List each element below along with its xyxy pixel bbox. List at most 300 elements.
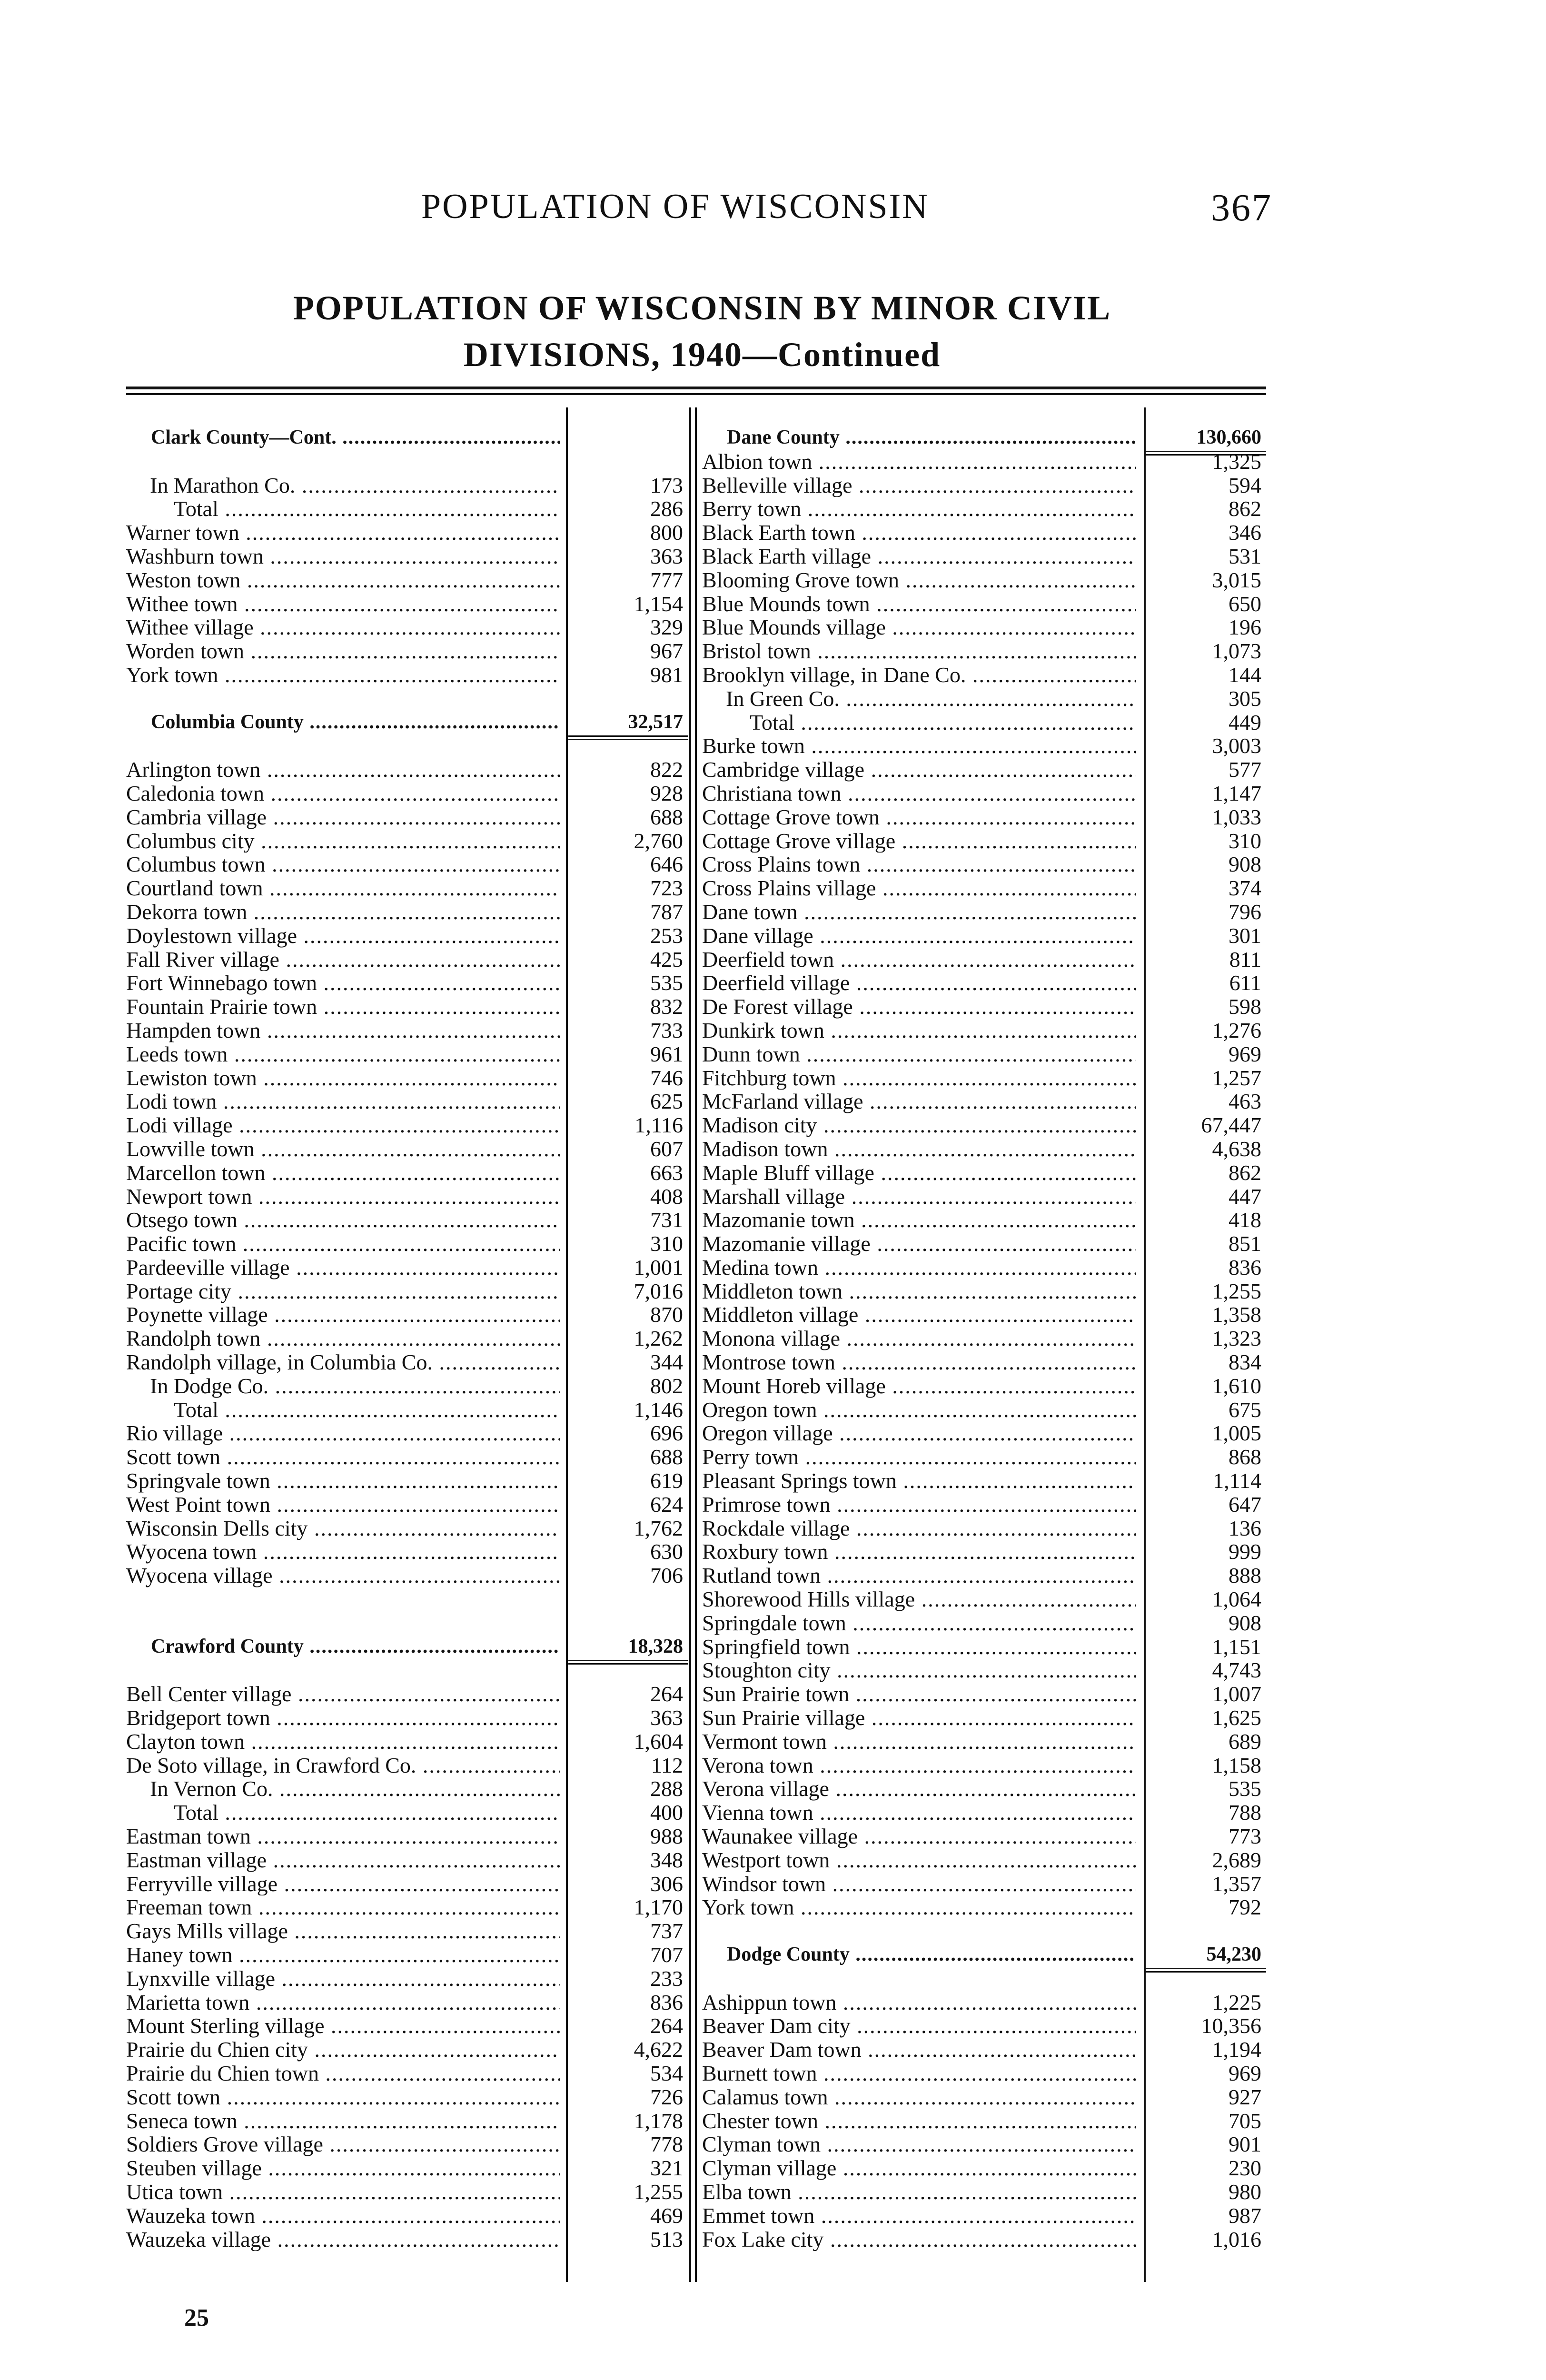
table-row [702, 687, 1266, 711]
table-row [126, 1564, 688, 1587]
county-name: Clark County—Cont. ..... [126, 426, 560, 450]
population-value: 1,016 [1212, 2227, 1261, 2251]
population-value: 832 [650, 994, 683, 1019]
table-row [126, 948, 688, 972]
division-name: Eastman town ..... [126, 1825, 560, 1848]
table-row [702, 758, 1266, 782]
table-row [702, 2228, 1266, 2251]
population-value: 2,689 [1212, 1847, 1261, 1872]
population-value: 675 [1229, 1397, 1261, 1422]
table-row [702, 521, 1266, 545]
division-name: Beaver Dam city ..... [702, 2014, 1136, 2038]
table-row [126, 1730, 688, 1754]
table-row [702, 1706, 1266, 1730]
population-value: 348 [650, 1847, 683, 1872]
division-name: Columbus city ..... [126, 829, 560, 853]
division-name: Courtland town ..... [126, 876, 560, 900]
population-value: 851 [1229, 1231, 1261, 1256]
table-row [126, 1042, 688, 1066]
population-value: 598 [1229, 994, 1261, 1019]
population-value: 888 [1229, 1563, 1261, 1588]
population-value: 1,357 [1212, 1871, 1261, 1896]
population-value: 773 [1229, 1824, 1261, 1849]
table-row [126, 1303, 688, 1327]
division-name: Windsor town ..... [702, 1872, 1136, 1896]
division-name: Dunkirk town ..... [702, 1019, 1136, 1042]
population-value: 1,255 [634, 2179, 683, 2204]
row-spacer [126, 734, 688, 758]
table-row [702, 1872, 1266, 1896]
division-name: Gays Mills village ..... [126, 1919, 560, 1943]
division-name: Oregon town ..... [702, 1398, 1136, 1422]
table-row [702, 1848, 1266, 1872]
division-name: Vienna town ..... [702, 1801, 1136, 1825]
right-column [702, 426, 1266, 2282]
population-value: 811 [1229, 947, 1261, 972]
table-row [126, 1777, 688, 1801]
county-name: Dodge County ..... [702, 1943, 1136, 1967]
table-row [126, 971, 688, 995]
main-title-line-1: POPULATION OF WISCONSIN BY MINOR CIVIL [293, 289, 1111, 327]
population-value: 346 [1229, 520, 1261, 545]
table-row [702, 900, 1266, 924]
division-name: Springdale town ..... [702, 1611, 1136, 1635]
population-value: 1,325 [1212, 449, 1261, 474]
division-name: Lowville town ..... [126, 1137, 560, 1161]
running-head [421, 187, 1272, 234]
total-cell [1144, 426, 1266, 452]
table-row [126, 924, 688, 948]
row-spacer [126, 1587, 688, 1611]
population-value: 534 [650, 2061, 683, 2085]
division-name: Withee town ..... [126, 592, 560, 616]
division-name: Scott town ..... [126, 1445, 560, 1469]
table-row [126, 592, 688, 616]
division-name: Hampden town ..... [126, 1019, 560, 1042]
division-name: Weston town ..... [126, 568, 560, 592]
table-row [702, 1445, 1266, 1469]
division-name: Cambridge village ..... [702, 758, 1136, 782]
table-row [126, 1754, 688, 1777]
population-value: 288 [650, 1776, 683, 1801]
population-value: 3,015 [1212, 567, 1261, 592]
table-row [702, 1611, 1266, 1635]
division-name: Caledonia town ..... [126, 782, 560, 805]
population-value: 1,158 [1212, 1753, 1261, 1777]
population-value: 650 [1229, 591, 1261, 616]
table-row [126, 1232, 688, 1256]
division-name: Worden town ..... [126, 639, 560, 663]
population-value: 329 [650, 615, 683, 640]
population-value: 792 [1229, 1895, 1261, 1920]
table-row [702, 545, 1266, 568]
division-name: Waunakee village ..... [702, 1825, 1136, 1848]
population-value: 1,154 [634, 591, 683, 616]
county-header [126, 426, 688, 450]
division-name: McFarland village ..... [702, 1090, 1136, 1113]
division-name: De Forest village ..... [702, 995, 1136, 1019]
population-value: 1,114 [1213, 1468, 1261, 1493]
division-name: Portage city ..... [126, 1279, 560, 1303]
population-value: 726 [650, 2084, 683, 2109]
population-value: 731 [650, 1208, 683, 1232]
county-total: 32,517 [628, 711, 683, 733]
population-value: 594 [1229, 473, 1261, 497]
population-value: 173 [650, 473, 683, 497]
population-value: 611 [1229, 971, 1261, 995]
population-value: 822 [650, 757, 683, 782]
division-name: Shorewood Hills village ..... [702, 1587, 1136, 1611]
division-name: Freeman town ..... [126, 1895, 560, 1919]
table-row [702, 2180, 1266, 2204]
division-name: Verona village ..... [702, 1777, 1136, 1801]
division-name: Cross Plains town ..... [702, 853, 1136, 876]
population-value: 1,257 [1212, 1065, 1261, 1090]
table-row [126, 663, 688, 687]
population-value: 1,194 [1212, 2037, 1261, 2062]
population-value: 706 [650, 1563, 683, 1588]
division-name: Blue Mounds town ..... [702, 592, 1136, 616]
population-value: 733 [650, 1018, 683, 1042]
table-row [126, 2109, 688, 2133]
population-value: 723 [650, 876, 683, 901]
county-header [126, 1635, 688, 1659]
division-name: Dekorra town ..... [126, 900, 560, 924]
table-row [126, 829, 688, 853]
table-row [702, 2132, 1266, 2156]
row-spacer [126, 450, 688, 474]
table-row [702, 1090, 1266, 1113]
population-value: 607 [650, 1136, 683, 1161]
division-name: Marietta town ..... [126, 1991, 560, 2014]
table-row [126, 2132, 688, 2156]
table-row [702, 1517, 1266, 1540]
table-row [702, 1895, 1266, 1919]
total-cell [568, 1635, 688, 1661]
division-name: Steuben village ..... [126, 2156, 560, 2180]
population-value: 927 [1229, 2084, 1261, 2109]
population-value: 7,016 [634, 1279, 683, 1303]
table-row [702, 1185, 1266, 1209]
division-name: Black Earth town ..... [702, 521, 1136, 545]
division-name: Roxbury town ..... [702, 1540, 1136, 1564]
division-name: Springfield town ..... [702, 1635, 1136, 1659]
population-value: 980 [1229, 2179, 1261, 2204]
population-value: 689 [1229, 1729, 1261, 1754]
table-row [126, 568, 688, 592]
table-row [702, 2062, 1266, 2085]
table-row [126, 853, 688, 876]
table-row [126, 900, 688, 924]
table-row [702, 1587, 1266, 1611]
population-value: 230 [1229, 2156, 1261, 2181]
division-name: Rutland town ..... [702, 1564, 1136, 1587]
table-row [702, 1469, 1266, 1493]
population-value: 301 [1229, 923, 1261, 948]
division-name: Monona village ..... [702, 1327, 1136, 1350]
population-value: 363 [650, 544, 683, 568]
population-value: 196 [1229, 615, 1261, 640]
division-name: Leeds town ..... [126, 1042, 560, 1066]
table-row [702, 474, 1266, 497]
population-value: 1,276 [1212, 1018, 1261, 1042]
division-name: Brooklyn village, in Dane Co. ..... [702, 663, 1136, 687]
division-name: Bristol town ..... [702, 639, 1136, 663]
table-row [702, 1421, 1266, 1445]
table-row [126, 1421, 688, 1445]
table-top-rule-inner [126, 393, 1266, 395]
population-value: 425 [650, 947, 683, 972]
row-spacer [126, 1658, 688, 1682]
division-name: Emmet town ..... [702, 2204, 1136, 2228]
population-value: 862 [1229, 1160, 1261, 1185]
table-row [126, 1469, 688, 1493]
population-value: 1,146 [634, 1397, 683, 1422]
table-row [702, 995, 1266, 1019]
population-value: 1,073 [1212, 639, 1261, 664]
table-row [702, 805, 1266, 829]
left-column [126, 426, 688, 2282]
population-value: 4,622 [634, 2037, 683, 2062]
population-value: 688 [650, 1445, 683, 1469]
population-value: 286 [650, 496, 683, 521]
division-name: Scott town ..... [126, 2085, 560, 2109]
population-value: 688 [650, 804, 683, 829]
division-name: York town ..... [702, 1895, 1136, 1919]
population-value: 999 [1229, 1539, 1261, 1564]
division-name: Randolph village, in Columbia Co. ..... [126, 1350, 560, 1374]
table-row [702, 568, 1266, 592]
table-row [126, 2062, 688, 2085]
division-name: In Vernon Co. ..... [126, 1777, 560, 1801]
table-row [126, 1445, 688, 1469]
population-value: 870 [650, 1302, 683, 1327]
table-row [126, 1398, 688, 1422]
population-value: 513 [650, 2227, 683, 2251]
division-name: Columbus town ..... [126, 853, 560, 876]
population-value: 1,262 [634, 1326, 683, 1351]
table-row [702, 1303, 1266, 1327]
signature-mark: 25 [184, 2304, 209, 2331]
population-value: 928 [650, 781, 683, 805]
table-row [126, 758, 688, 782]
population-value: 305 [1229, 686, 1261, 711]
division-name: Westport town ..... [702, 1848, 1136, 1872]
table-row [702, 663, 1266, 687]
division-name: Deerfield town ..... [702, 948, 1136, 972]
table-row [702, 829, 1266, 853]
division-name: Fountain Prairie town ..... [126, 995, 560, 1019]
division-name: Lodi village ..... [126, 1113, 560, 1137]
division-name: Mazomanie village ..... [702, 1232, 1136, 1256]
division-name: Lewiston town ..... [126, 1066, 560, 1090]
table-row [702, 2038, 1266, 2062]
population-value: 796 [1229, 899, 1261, 924]
population-value: 988 [650, 1824, 683, 1849]
table-row [126, 1540, 688, 1564]
table-row [702, 1161, 1266, 1185]
division-name: Madison city ..... [702, 1113, 1136, 1137]
population-value: 1,147 [1212, 781, 1261, 805]
division-name: Poynette village ..... [126, 1303, 560, 1327]
division-name: Total ..... [126, 1801, 560, 1825]
division-name: Montrose town ..... [702, 1350, 1136, 1374]
table-row [126, 1943, 688, 1967]
table-row [702, 2156, 1266, 2180]
population-value: 4,638 [1212, 1136, 1261, 1161]
table-row [126, 1185, 688, 1209]
table-row [126, 2014, 688, 2038]
table-row [702, 1730, 1266, 1754]
division-name: Bell Center village ..... [126, 1682, 560, 1706]
division-name: Clyman town ..... [702, 2132, 1136, 2156]
population-value: 987 [1229, 2203, 1261, 2228]
population-value: 344 [650, 1350, 683, 1375]
division-name: Cross Plains village ..... [702, 876, 1136, 900]
population-value: 112 [651, 1753, 683, 1777]
population-value: 788 [1229, 1800, 1261, 1825]
population-value: 908 [1229, 852, 1261, 877]
table-row [702, 734, 1266, 758]
table-top-rule [126, 387, 1266, 389]
table-row [702, 1754, 1266, 1777]
division-name: Chester town ..... [702, 2109, 1136, 2133]
division-name: Ashippun town ..... [702, 1991, 1136, 2014]
county-name: Dane County ..... [702, 426, 1136, 450]
population-value: 1,033 [1212, 804, 1261, 829]
division-name: In Dodge Co. ..... [126, 1374, 560, 1398]
division-name: Mount Horeb village ..... [702, 1374, 1136, 1398]
county-header [702, 1943, 1266, 1967]
population-value: 136 [1229, 1516, 1261, 1540]
division-name: Christiana town ..... [702, 782, 1136, 805]
division-name: Medina town ..... [702, 1256, 1136, 1279]
table-row [126, 1208, 688, 1232]
table-row [702, 1540, 1266, 1564]
population-value: 901 [1229, 2132, 1261, 2157]
population-value: 1,323 [1212, 1326, 1261, 1351]
division-name: Blooming Grove town ..... [702, 568, 1136, 592]
table-row [126, 1991, 688, 2014]
total-cell [568, 711, 688, 737]
division-name: Burnett town ..... [702, 2062, 1136, 2085]
table-row [702, 1113, 1266, 1137]
population-value: 1,625 [1212, 1706, 1261, 1730]
table-row [702, 1256, 1266, 1279]
division-name: Wyocena village ..... [126, 1564, 560, 1587]
division-name: Rio village ..... [126, 1421, 560, 1445]
population-value: 1,170 [634, 1895, 683, 1920]
division-name: Oregon village ..... [702, 1421, 1136, 1445]
column-divider [689, 407, 691, 2282]
division-name: Black Earth village ..... [702, 545, 1136, 568]
division-name: Ferryville village ..... [126, 1872, 560, 1896]
population-value: 1,064 [1212, 1587, 1261, 1612]
division-name: Fitchburg town ..... [702, 1066, 1136, 1090]
population-value: 233 [650, 1966, 683, 1991]
table-row [702, 2109, 1266, 2133]
population-value: 630 [650, 1539, 683, 1564]
division-name: Warner town ..... [126, 521, 560, 545]
row-spacer [126, 1611, 688, 1635]
division-name: Pacific town ..... [126, 1232, 560, 1256]
population-value: 646 [650, 852, 683, 877]
division-name: Primrose town ..... [702, 1493, 1136, 1517]
table-row [126, 2085, 688, 2109]
division-name: Dane village ..... [702, 924, 1136, 948]
county-total: 54,230 [1206, 1944, 1261, 1965]
division-name: Fall River village ..... [126, 948, 560, 972]
table-row [126, 1517, 688, 1540]
division-name: Middleton town ..... [702, 1279, 1136, 1303]
division-name: Prairie du Chien town ..... [126, 2062, 560, 2085]
county-name: Columbia County ..... [126, 711, 560, 734]
division-name: Newport town ..... [126, 1185, 560, 1209]
division-name: Prairie du Chien city ..... [126, 2038, 560, 2062]
population-value: 1,178 [634, 2108, 683, 2133]
division-name: Springvale town ..... [126, 1469, 560, 1493]
population-value: 469 [650, 2203, 683, 2228]
county-name: Crawford County ..... [126, 1635, 560, 1659]
table-row [702, 2204, 1266, 2228]
division-name: Maple Bluff village ..... [702, 1161, 1136, 1185]
division-name: Pleasant Springs town ..... [702, 1469, 1136, 1493]
division-name: Doylestown village ..... [126, 924, 560, 948]
population-value: 787 [650, 899, 683, 924]
running-title: POPULATION OF WISCONSIN [421, 187, 929, 226]
division-name: De Soto village, in Crawford Co. ..... [126, 1754, 560, 1777]
division-name: Haney town ..... [126, 1943, 560, 1967]
population-value: 310 [1229, 828, 1261, 853]
row-spacer [702, 1967, 1266, 1991]
population-value: 961 [650, 1041, 683, 1066]
main-title [224, 285, 1180, 378]
population-value: 535 [650, 971, 683, 995]
division-name: Wauzeka village ..... [126, 2228, 560, 2251]
table-row [126, 1801, 688, 1825]
division-name: Belleville village ..... [702, 474, 1136, 497]
division-name: Wisconsin Dells city ..... [126, 1517, 560, 1540]
county-total: 130,660 [1196, 426, 1261, 448]
row-spacer [126, 687, 688, 711]
table-row [702, 615, 1266, 639]
population-value: 535 [1229, 1776, 1261, 1801]
population-value: 1,116 [634, 1113, 683, 1138]
division-name: Dunn town ..... [702, 1042, 1136, 1066]
division-name: Berry town ..... [702, 497, 1136, 521]
row-spacer [702, 1919, 1266, 1943]
table-row [702, 1232, 1266, 1256]
population-value: 306 [650, 1871, 683, 1896]
population-value: 400 [650, 1800, 683, 1825]
division-name: Cambria village ..... [126, 805, 560, 829]
division-name: Blue Mounds village ..... [702, 615, 1136, 639]
population-value: 834 [1229, 1350, 1261, 1375]
population-value: 1,255 [1212, 1279, 1261, 1303]
division-name: Seneca town ..... [126, 2109, 560, 2133]
population-value: 321 [650, 2156, 683, 2181]
division-name: West Point town ..... [126, 1493, 560, 1517]
division-name: In Marathon Co. ..... [126, 474, 560, 497]
table-row [126, 545, 688, 568]
table-row [126, 1895, 688, 1919]
table-row [702, 1208, 1266, 1232]
table-row [126, 1113, 688, 1137]
division-name: Madison town ..... [702, 1137, 1136, 1161]
population-value: 363 [650, 1706, 683, 1730]
division-name: Bridgeport town ..... [126, 1706, 560, 1730]
table-row [126, 1825, 688, 1848]
